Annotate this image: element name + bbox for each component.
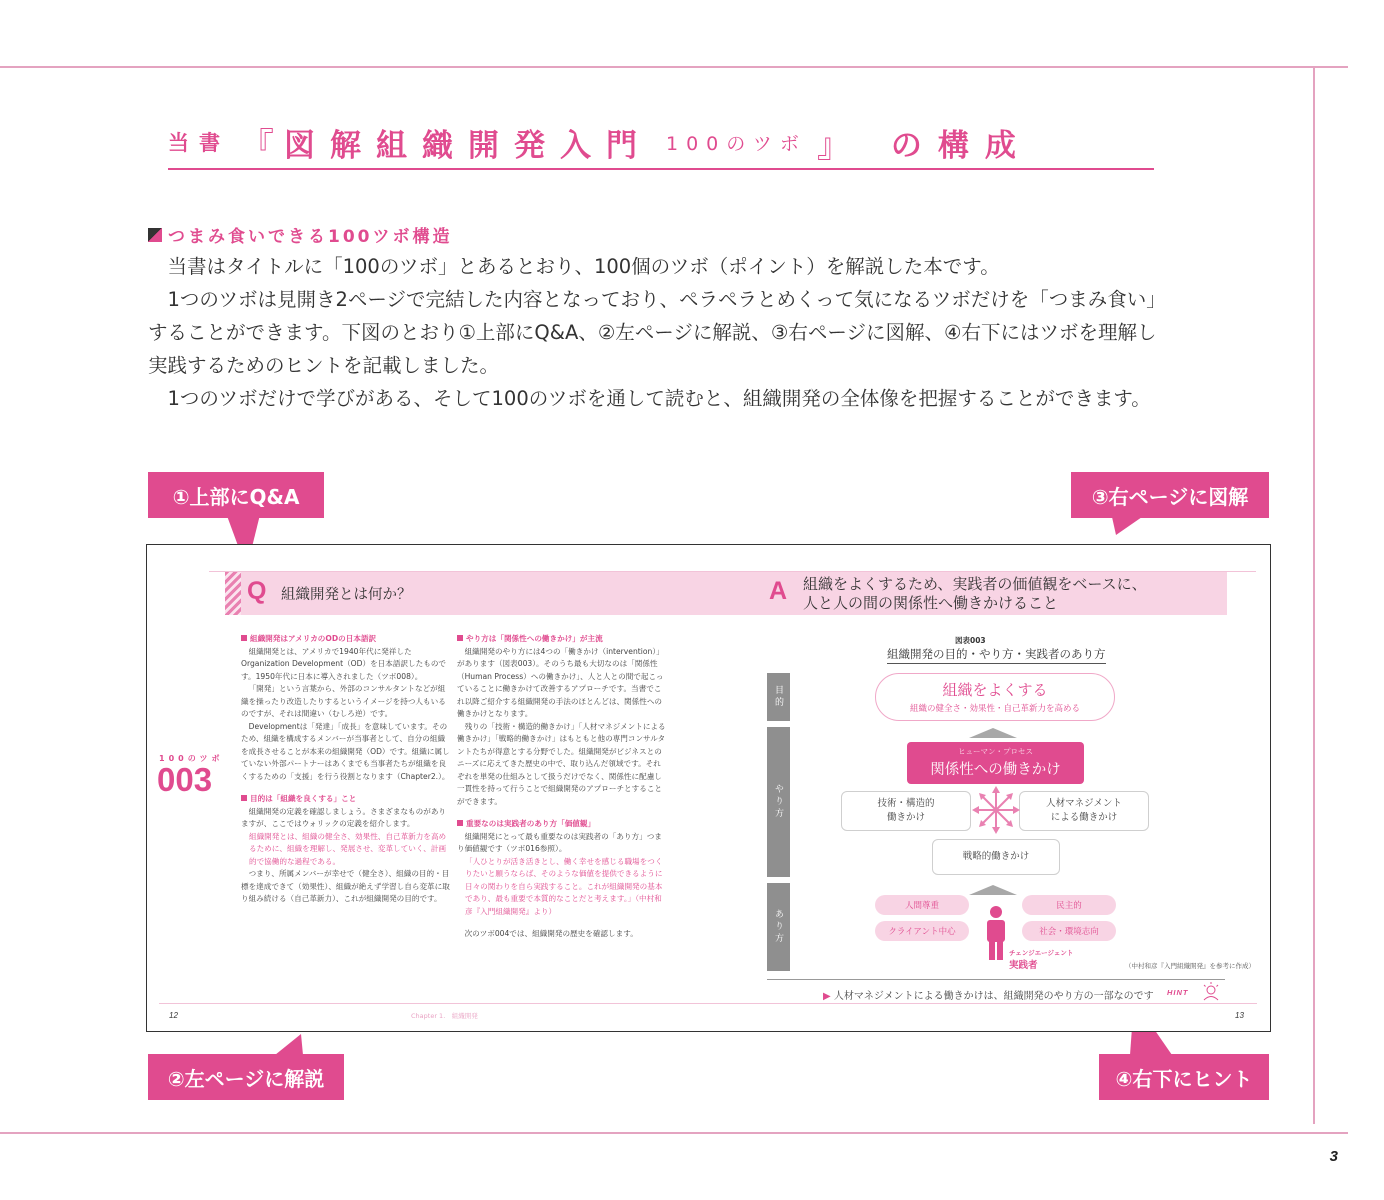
answer-line-2: 人と人の間の関係性へ働きかけること — [803, 594, 1059, 612]
column-paragraph: つまり、所属メンバーが幸せで（健全さ）、組織の目的・目標を達成できて（効果性）、組織が絶えず学習し自ら変革に取り組み続ける（自己革新力）、これが組織開発の目的です。 — [241, 869, 450, 903]
callout-qa: ①上部にQ&A — [148, 472, 324, 518]
goal-main-text: 組織をよくする — [942, 681, 1048, 699]
up-triangle-icon — [969, 885, 1017, 895]
title-bracket-open: 『 — [240, 125, 274, 166]
value-pill: クライアント中心 — [875, 921, 969, 941]
question-text: 組織開発とは何か？ — [281, 587, 412, 603]
right-column-text — [457, 633, 667, 941]
agent-main-text: 実践者 — [1009, 960, 1038, 971]
page-title — [168, 118, 1154, 166]
human-process-main: 関係性への働きかけ — [930, 762, 1061, 778]
column-paragraph: 組織開発の定義を確認しましょう。さまざまなものがありますが、ここではウォリックの定義を紹介します。 — [241, 806, 447, 828]
right-page-number: 13 — [1235, 1011, 1244, 1020]
hr-management-box — [1019, 791, 1149, 831]
bar-stance: あり方 — [767, 883, 790, 971]
up-triangle-icon — [969, 728, 1017, 738]
title-underline — [168, 168, 1154, 170]
answer-line-1: 組織をよくするため、実践者の価値観をベースに、 — [803, 575, 1147, 593]
column-paragraph: 組織開発とは、アメリカで1940年代に発祥したOrganization Development（OD）を日本語訳したものです。1950年代に日本に導入されました（ツボ008）。 — [241, 646, 447, 681]
agent-sub-text: チェンジエージェント — [1009, 949, 1074, 957]
column-subheading: 重要なのは実践者のあり方「価値観」 — [457, 818, 667, 831]
lightbulb-person-icon — [1199, 981, 1223, 1001]
column-gap — [241, 783, 451, 793]
human-process-sub: ヒューマン・プロセス — [958, 747, 1033, 756]
section-heading-text: つまみ食いできる100ツボ構造 — [168, 227, 453, 247]
chapter-footer: Chapter 1. 組織開発 — [411, 1012, 478, 1020]
box3-text: 戦略的働きかけ — [962, 851, 1030, 862]
figure-title: 組織開発の目的・やり方・実践者のあり方 — [887, 646, 1106, 664]
column-paragraph: 次のツボ004では、組織開発の歴史を確認します。 — [464, 929, 638, 938]
goal-sub-text: 組織の健全さ・効果性・自己革新力を高める — [909, 704, 1080, 714]
hint-text — [823, 987, 1154, 1002]
strategic-box — [932, 839, 1060, 875]
section-heading — [148, 222, 453, 247]
column-subheading: 目的は「組織を良くする」こと — [241, 793, 451, 806]
top-rule — [0, 66, 1348, 68]
title-suffix: の構成 — [890, 127, 1032, 164]
triangle-right-icon: ▶ — [823, 991, 831, 1002]
column-subheading: やり方は「関係性への働きかけ」が主流 — [457, 633, 667, 646]
value-pill: 社会・環境志向 — [1022, 921, 1116, 941]
intro-text — [148, 250, 1158, 415]
column-paragraph: Developmentは「発達」「成長」を意味しています。そのため、組織を構成するメンバーが当事者として、自分の組織を成長させることが本来の組織開発（OD）です。組織に属していない外部パートナーはあくまでも当事者たちが組織を良くするための「支援」を行う役割となります（Chapter2.）。 — [241, 721, 450, 781]
box2-line2: による働きかけ — [1050, 812, 1118, 823]
left-page-number: 12 — [169, 1011, 178, 1020]
multi-arrow-icon — [971, 785, 1021, 835]
column-quote: 「人ひとりが活き活きとし、働く幸せを感じる職場をつくりたいと願うならば、そのような価値を提供できるように日々の関わりを自ら実践すること。これが組織開発の基本であり、最も重要で本質的なことだと考えます。」（中村和彦『入門組織開発』より） — [465, 856, 663, 916]
value-pill: 民主的 — [1022, 895, 1116, 915]
square-bullet-icon — [148, 228, 162, 242]
figure-baseline — [767, 979, 1225, 980]
technical-structural-box — [841, 791, 971, 831]
column-paragraph: 組織開発のやり方には4つの「働きかけ（intervention）」があります（図表003）。そのうち最も大切なのは「関係性（Human Process）への働きかけ」、人と人との間で起こっていることに働きかけて改善するアプローチです。当書でこれ以降ご紹介する組織開発の手法のほとんどは、関係性への働きかけとなります。 — [457, 646, 664, 718]
tsubo-number: 003 — [157, 761, 213, 798]
box2-line1: 人材マネジメント — [1046, 798, 1122, 809]
value-pill: 人間尊重 — [875, 895, 969, 915]
figure-label: 図表003 — [955, 636, 986, 645]
book-spread-sample — [146, 544, 1271, 1032]
title-book-subtitle: 100のツボ — [666, 132, 807, 155]
right-rule — [1313, 68, 1315, 1124]
spread-bottom-rule — [159, 1003, 1257, 1004]
column-quote: 組織開発とは、組織の健全さ、効果性、自己革新力を高めるために、組織を理解し、発展させ、変革していく、計画的で協働的な過程である。 — [249, 831, 447, 866]
column-subheading: 組織開発はアメリカのODの日本語訳 — [241, 633, 451, 646]
intro-paragraph-2: 1つのツボは見開き2ページで完結した内容となっており、ペラペラとめくって気になるツボだけを「つまみ食い」することができます。下図のとおり①上部にQ&A、②左ページに解説、③右ページに図解、④右下にはツボを理解し実践するためのヒントを記載しました。 — [148, 288, 1157, 377]
column-paragraph: 組織開発にとって最も重要なのは実践者の「あり方」つまり価値観です（ツボ016参照）。 — [457, 831, 662, 853]
column-paragraph: 残りの「技術・構造的働きかけ」「人材マネジメントによる働きかけ」「戦略的働きかけ」はもともと他の専門コンサルタントたちが得意とする分野でした。組織開発がビジネスとのニーズに応えてきた歴史の中で、取り込んだ領域です。それぞれを単発の仕組みとして扱うだけでなく、関係性に配慮し一貫性を持って行うことで組織開発のアプローチとすることができます。 — [457, 721, 666, 806]
callout-hint: ④右下にヒント — [1099, 1054, 1269, 1100]
callout-right-page: ③右ページに図解 — [1071, 472, 1269, 518]
title-bracket-close: 』 — [816, 125, 851, 166]
person-icon — [983, 905, 1009, 961]
column-gap — [457, 808, 667, 818]
question-letter: Q — [247, 577, 267, 605]
column-gap — [457, 918, 667, 928]
title-book-name: 図解組織開発入門 — [284, 127, 652, 164]
title-prefix: 当書 — [168, 131, 230, 155]
hint-sentence: 人材マネジメントによる働きかけは、組織開発のやり方の一部なのです — [833, 991, 1154, 1002]
box1-line2: 働きかけ — [886, 812, 925, 823]
human-process-box — [907, 742, 1084, 784]
hint-label: HINT — [1167, 988, 1189, 997]
tsubo-label: 100のツボ — [159, 754, 224, 763]
goal-box — [875, 673, 1115, 721]
callout-pointer-left-page — [275, 1034, 303, 1055]
answer-letter: A — [769, 577, 788, 605]
bar-purpose: 目的 — [767, 673, 790, 721]
callout-left-page: ②左ページに解説 — [148, 1054, 344, 1100]
figure-source: （中村和彦『入門組織開発』を参考に作成） — [1125, 962, 1255, 970]
question-stripe — [225, 572, 241, 615]
left-column-text — [241, 633, 451, 906]
box1-line1: 技術・構造的 — [877, 798, 935, 809]
intro-paragraph-3: 1つのツボだけで学びがある、そして100のツボを通して読むと、組織開発の全体像を把握することができます。 — [167, 387, 1151, 410]
bottom-rule — [0, 1132, 1348, 1134]
bar-method: やり方 — [767, 727, 790, 877]
intro-paragraph-1: 当書はタイトルに「100のツボ」とあるとおり、100個のツボ（ポイント）を解説した本です。 — [167, 255, 1000, 278]
callout-pointer-right-page — [1112, 517, 1142, 535]
answer-text — [803, 575, 1147, 613]
column-paragraph: 「開発」という言葉から、外部のコンサルタントなどが組織を操ったり改造したりするというイメージを持つ人もいるのですが、それは間違い（むしろ逆）です。 — [241, 684, 446, 718]
page-number: 3 — [1329, 1148, 1338, 1165]
